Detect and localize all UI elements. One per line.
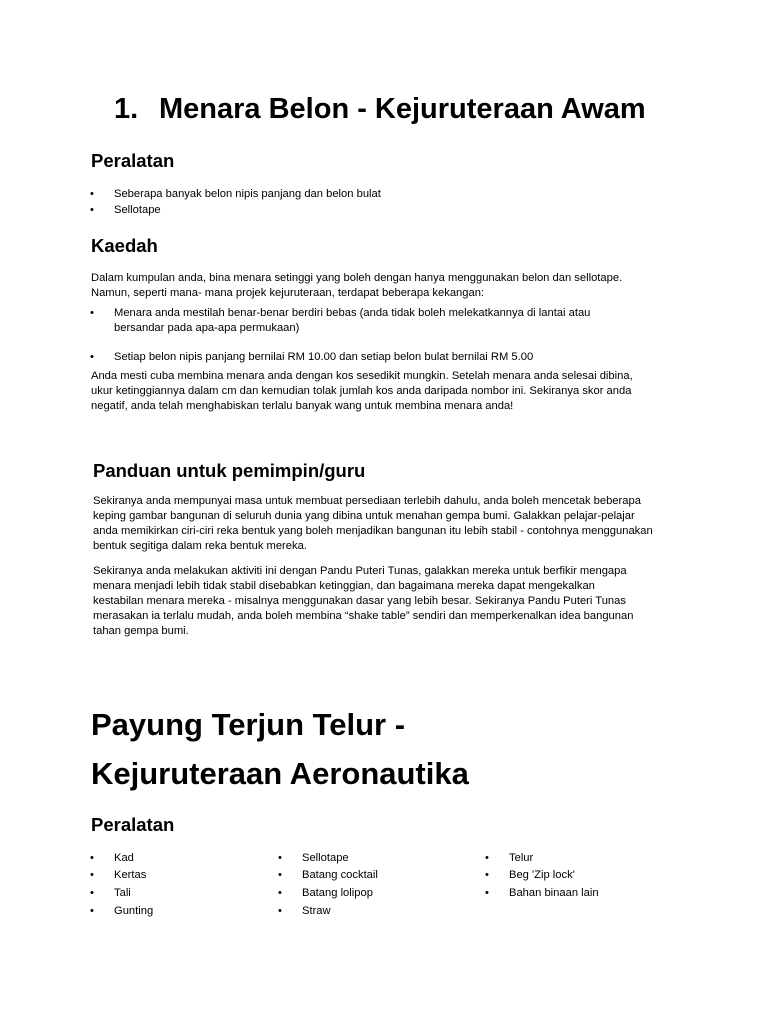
paragraph-line: ukur ketinggiannya dalam cm dan kemudian tolak jumlah kos anda daripada nombor ini. Sekiranya skor anda: [91, 385, 632, 397]
guide-paragraph-1: [93, 494, 653, 554]
list-item-text: Menara anda mestilah benar-benar berdiri bebas (anda tidak boleh melekatkannya di lantai atau: [114, 307, 591, 319]
bullet: •: [278, 869, 282, 881]
bullet: •: [90, 905, 94, 917]
bullet: •: [278, 852, 282, 864]
bullet: •: [90, 188, 94, 200]
guide-paragraph-2: [93, 564, 633, 639]
list-item-text: bersandar pada apa-apa permukaan): [114, 322, 300, 334]
bullet: •: [278, 905, 282, 917]
section-number: 1.: [114, 93, 139, 125]
list-item-text: Tali: [114, 887, 131, 899]
kaedah-outro: [91, 369, 633, 414]
paragraph-line: Sekiranya anda mempunyai masa untuk membuat persediaan terlebih dahulu, anda boleh mencetak beberapa: [93, 495, 641, 507]
paragraph-line: Namun, seperti mana- mana projek kejuruteraan, terdapat beberapa kekangan:: [91, 287, 485, 299]
bullet: •: [90, 204, 94, 216]
paragraph-line: Anda mesti cuba membina menara anda dengan kos sesedikit mungkin. Setelah menara anda selesai dibina,: [91, 370, 633, 382]
bullet: •: [90, 351, 94, 363]
paragraph-line: Sekiranya anda melakukan aktiviti ini dengan Pandu Puteri Tunas, galakkan mereka untuk berfikir mengapa: [93, 565, 627, 577]
bullet: •: [90, 307, 94, 319]
list-item-text: Beg 'Zip lock': [509, 869, 575, 881]
list-item-text: Sellotape: [302, 852, 349, 864]
paragraph-line: negatif, anda telah menghabiskan terlalu banyak wang untuk membina menara anda!: [91, 400, 514, 412]
paragraph-line: bentuk segitiga dalam reka bentuk mereka.: [93, 540, 307, 552]
list-item-text: Kertas: [114, 869, 147, 881]
paragraph-line: kestabilan menara mereka - misalnya menggunakan dasar yang lebih besar. Sekiranya Pandu Puteri Tunas: [93, 595, 626, 607]
list-item-text: Telur: [509, 852, 534, 864]
guide-heading: Panduan untuk pemimpin/guru: [93, 460, 366, 481]
section-2-title-line-2: Kejuruteraan Aeronautika: [91, 756, 469, 791]
list-item-text: Seberapa banyak belon nipis panjang dan belon bulat: [114, 188, 381, 200]
peralatan-heading-2: Peralatan: [91, 814, 175, 835]
bullet: •: [278, 887, 282, 899]
list-item-text: Setiap belon nipis panjang bernilai RM 10.00 dan setiap belon bulat bernilai RM 5.00: [114, 351, 534, 363]
list-item-text: Gunting: [114, 905, 154, 917]
paragraph-line: anda memikirkan ciri-ciri reka bentuk yang boleh menjadikan bangunan itu lebih stabil - contohnya menggunakan: [93, 525, 653, 537]
bullet: •: [485, 852, 489, 864]
paragraph-line: merasakan ia terlalu mudah, anda boleh membina “shake table” sendiri dan memperkenalkan idea bangunan: [93, 610, 634, 622]
paragraph-line: tahan gempa bumi.: [93, 625, 189, 637]
kaedah-intro: [91, 271, 622, 301]
bullet: •: [90, 869, 94, 881]
section-2-title-line-1: Payung Terjun Telur -: [91, 707, 406, 742]
bullet: •: [90, 887, 94, 899]
kaedah-heading: Kaedah: [91, 235, 158, 256]
bullet: •: [485, 887, 489, 899]
list-item-text: Batang cocktail: [302, 869, 378, 881]
bullet: •: [90, 852, 94, 864]
section-title: Menara Belon - Kejuruteraan Awam: [159, 93, 646, 125]
bullet: •: [485, 869, 489, 881]
list-item-text: Straw: [302, 905, 331, 917]
paragraph-line: Dalam kumpulan anda, bina menara setinggi yang boleh dengan hanya menggunakan belon dan sellotape.: [91, 272, 623, 284]
list-item-text: Kad: [114, 852, 134, 864]
paragraph-line: menara menjadi lebih tidak stabil disebabkan ketinggian, dan bagaimana mereka dapat mengekalkan: [93, 580, 595, 592]
peralatan-heading: Peralatan: [91, 150, 175, 171]
list-item-text: Sellotape: [114, 204, 161, 216]
paragraph-line: keping gambar bangunan di seluruh dunia yang dibina untuk menahan gempa bumi. Galakkan pelajar-pelajar: [93, 510, 635, 522]
list-item-text: Bahan binaan lain: [509, 887, 599, 899]
list-item-text: Batang lolipop: [302, 887, 373, 899]
